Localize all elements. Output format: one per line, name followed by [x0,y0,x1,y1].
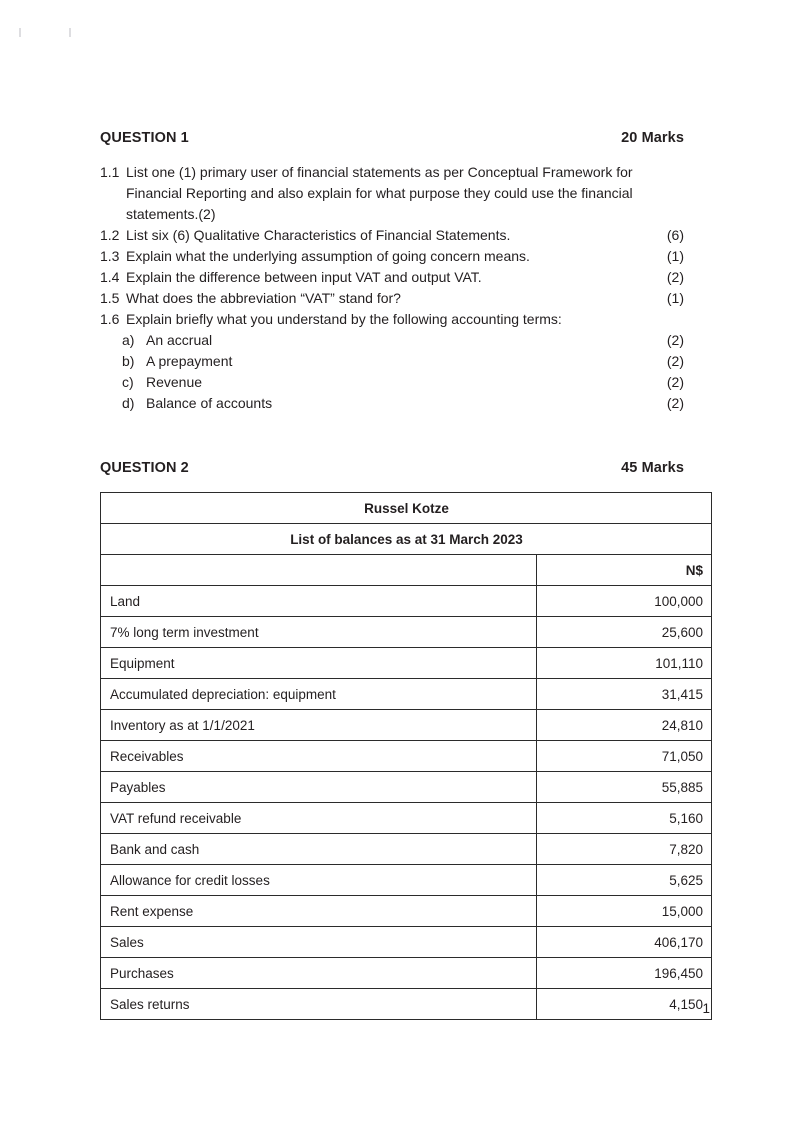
question-sub-item-mark: (2) [666,353,684,369]
question-item-number: 1.3 [100,248,120,264]
question-item-number: 1.1 [100,164,120,180]
table-row [101,617,712,648]
question-sub-item-label: c) [122,374,134,390]
question2-heading [100,460,684,476]
question-sub-item-mark: (2) [666,374,684,390]
question-sub-item-label: b) [122,353,135,369]
question-item-mark: (1) [666,248,684,264]
question1-list [100,162,684,414]
question2-title: QUESTION 2 [100,460,189,476]
question-sub-item [100,330,684,351]
question-sub-item-label: a) [122,332,135,348]
balance-amount: 24,810 [537,710,712,741]
question-item [100,309,684,330]
table-row-column-header [101,555,712,586]
question2-marks: 45 Marks [621,460,684,476]
table-row [101,803,712,834]
balance-amount: 55,885 [537,772,712,803]
question-sub-item-label: d) [122,395,135,411]
question-sub-item-body [146,351,684,372]
description-column-header [101,555,537,586]
balance-description: Bank and cash [101,834,537,865]
question-sub-item-mark: (2) [666,395,684,411]
table-row [101,865,712,896]
scan-artifact-speck [69,28,71,37]
question-item-body [126,225,684,246]
table-row [101,834,712,865]
balance-description: Purchases [101,958,537,989]
question-sub-item-text: An accrual [146,332,213,348]
balance-amount: 100,000 [537,586,712,617]
question-item-mark: (6) [666,227,684,243]
question-sub-item-body [146,330,684,351]
table-row [101,989,712,1020]
currency-column-header: N$ [537,555,712,586]
balance-amount: 5,625 [537,865,712,896]
client-name-header: Russel Kotze [101,493,712,524]
question-item-number: 1.6 [100,311,120,327]
question-item-number: 1.5 [100,290,120,306]
question-item-body [126,288,684,309]
table-row [101,772,712,803]
question-sub-item-text: Balance of accounts [146,395,273,411]
question-item-text: What does the abbreviation “VAT” stand for? [126,290,401,306]
question-sub-item [100,351,684,372]
scan-artifact-speck [19,28,21,37]
page-content [100,130,703,1020]
balance-amount: 4,150 [537,989,712,1020]
question-item-text: Explain the difference between input VAT and output VAT. [126,269,482,285]
balance-description: Accumulated depreciation: equipment [101,679,537,710]
balance-description: Land [101,586,537,617]
balance-description: VAT refund receivable [101,803,537,834]
table-row [101,927,712,958]
question-item-mark: (2) [666,269,684,285]
question-sub-item-text: Revenue [146,374,203,390]
question-sub-item [100,372,684,393]
balance-description: Rent expense [101,896,537,927]
question-item [100,288,684,309]
balances-table [100,492,712,1020]
balance-description: Payables [101,772,537,803]
page-number: 1 [702,1001,710,1016]
balance-amount: 31,415 [537,679,712,710]
balance-description: Receivables [101,741,537,772]
question-item-text: Explain what the underlying assumption of going concern means. [126,248,530,264]
table-row [101,679,712,710]
question-item-number: 1.2 [100,227,120,243]
question-item-body [126,162,684,225]
balance-amount: 406,170 [537,927,712,958]
question-item [100,267,684,288]
question-item [100,246,684,267]
question-item-body [126,267,684,288]
balance-amount: 15,000 [537,896,712,927]
balance-description: Sales [101,927,537,958]
balance-rows [101,586,712,1020]
table-row [101,741,712,772]
question-item-text: List six (6) Qualitative Characteristics of Financial Statements. [126,227,511,243]
question-item-number: 1.4 [100,269,120,285]
balance-description: Inventory as at 1/1/2021 [101,710,537,741]
balances-table-body [101,493,712,586]
question-sub-item [100,393,684,414]
balance-amount: 25,600 [537,617,712,648]
balance-description: 7% long term investment [101,617,537,648]
table-row-subtitle-header [101,524,712,555]
question-item [100,225,684,246]
question1-marks: 20 Marks [621,130,684,146]
question-sub-item-body [146,372,684,393]
table-row [101,648,712,679]
balance-description: Allowance for credit losses [101,865,537,896]
balance-description: Sales returns [101,989,537,1020]
balance-description: Equipment [101,648,537,679]
balance-amount: 5,160 [537,803,712,834]
balance-amount: 7,820 [537,834,712,865]
question-item [100,162,684,225]
question-item-text: Explain briefly what you understand by the following accounting terms: [126,311,562,327]
question-item-text: List one (1) primary user of financial statements as per Conceptual Framework for Financial Reporting and also explain for what purpose they could use the financial statements. [126,164,633,222]
table-row-name-header [101,493,712,524]
question1-heading [100,130,684,146]
question-item-mark: (1) [666,290,684,306]
question-sub-item-mark: (2) [666,332,684,348]
list-of-balances-header: List of balances as at 31 March 2023 [101,524,712,555]
balance-amount: 101,110 [537,648,712,679]
question-item-mark: (2) [198,206,216,222]
balance-amount: 71,050 [537,741,712,772]
balance-amount: 196,450 [537,958,712,989]
table-row [101,896,712,927]
question-sub-item-body [146,393,684,414]
table-row [101,958,712,989]
question-item-body [126,309,684,330]
table-row [101,710,712,741]
question1-title: QUESTION 1 [100,130,189,146]
question-sub-item-text: A prepayment [146,353,233,369]
table-row [101,586,712,617]
question-item-body [126,246,684,267]
